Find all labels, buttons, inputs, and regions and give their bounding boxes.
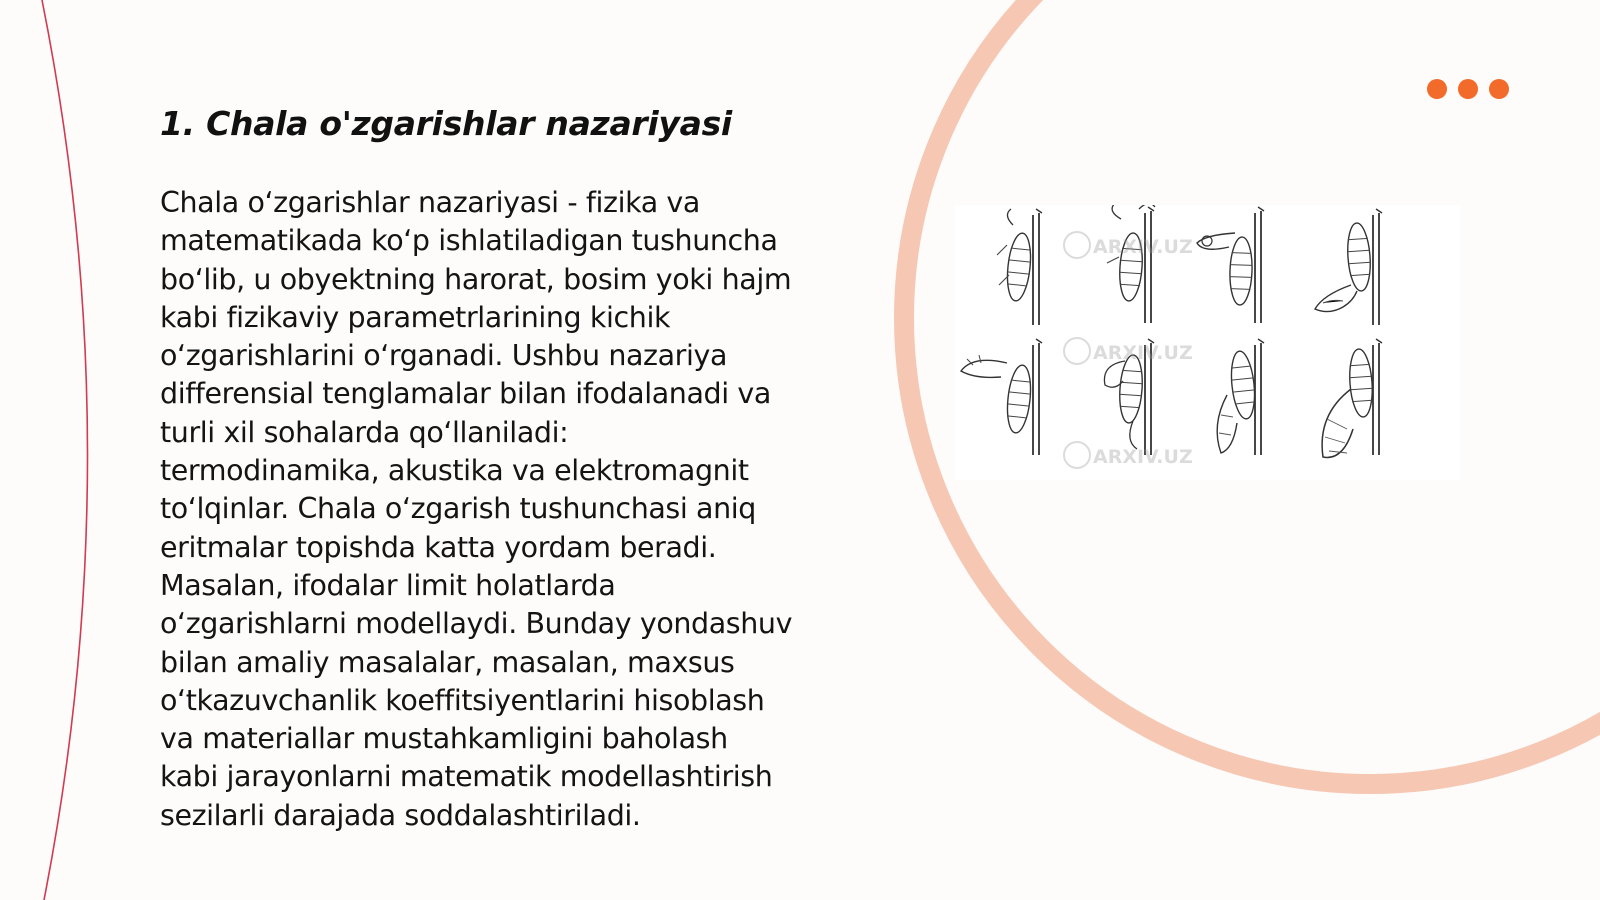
dot [1489, 79, 1509, 99]
body-line: differensial tenglamalar bilan ifodalanadi va [160, 377, 771, 411]
watermark-text: ARXIV.UZ [1093, 236, 1193, 258]
body-line: eritmalar topishda katta yordam beradi. [160, 530, 717, 564]
dot [1427, 79, 1447, 99]
body-line: oʻtkazuvchanlik koeffitsiyentlarini hisoblash [160, 683, 765, 717]
watermark-1 [1064, 232, 1193, 258]
illustration-svg [955, 205, 1460, 480]
body-line: turli xil sohalarda qoʻllaniladi: [160, 415, 569, 449]
watermark-2 [1064, 338, 1193, 364]
dot [1458, 79, 1478, 99]
body-line: sezilarli darajada soddalashtiriladi. [160, 798, 641, 832]
body-line: boʻlib, u obyektning harorat, bosim yoki hajm [160, 262, 792, 296]
body-line: oʻzgarishlarini oʻrganadi. Ushbu nazariya [160, 339, 728, 373]
metamorphosis-illustration [955, 205, 1460, 480]
stage-sketch-4 [1315, 209, 1382, 325]
watermark-text: ARXIV.UZ [1093, 342, 1193, 364]
body-line: termodinamika, akustika va elektromagnit [160, 454, 749, 488]
body-line: matematikada koʻp ishlatiladigan tushuncha [160, 224, 778, 258]
stage-sketch-2 [1107, 205, 1155, 323]
stage-sketch-5 [961, 339, 1042, 455]
stage-sketch-3 [1197, 207, 1264, 323]
slide-body-text [160, 184, 860, 835]
more-dots-icon [1427, 79, 1509, 99]
body-line: va materiallar mustahkamligini baholash [160, 722, 728, 756]
body-line: Masalan, ifodalar limit holatlarda [160, 568, 616, 602]
body-line: toʻlqinlar. Chala oʻzgarish tushunchasi aniq [160, 492, 756, 526]
stage-sketch-8 [1322, 339, 1382, 457]
watermark-3 [1064, 442, 1193, 468]
slide-title: 1. Chala o'zgarishlar nazariyasi [160, 104, 732, 143]
watermark-text: ARXIV.UZ [1093, 446, 1193, 468]
stage-sketch-1 [997, 209, 1042, 325]
left-curve-line [42, 0, 88, 900]
body-line: oʻzgarishlarni modellaydi. Bunday yondashuv [160, 607, 793, 641]
body-line: Chala oʻzgarishlar nazariyasi - fizika va [160, 186, 700, 219]
body-line: kabi jarayonlarni matematik modellashtirish [160, 760, 773, 794]
body-line: kabi fizikaviy parametrlarining kichik [160, 300, 671, 334]
body-line: bilan amaliy masalalar, masalan, maxsus [160, 645, 735, 679]
stage-sketch-7 [1217, 339, 1264, 455]
